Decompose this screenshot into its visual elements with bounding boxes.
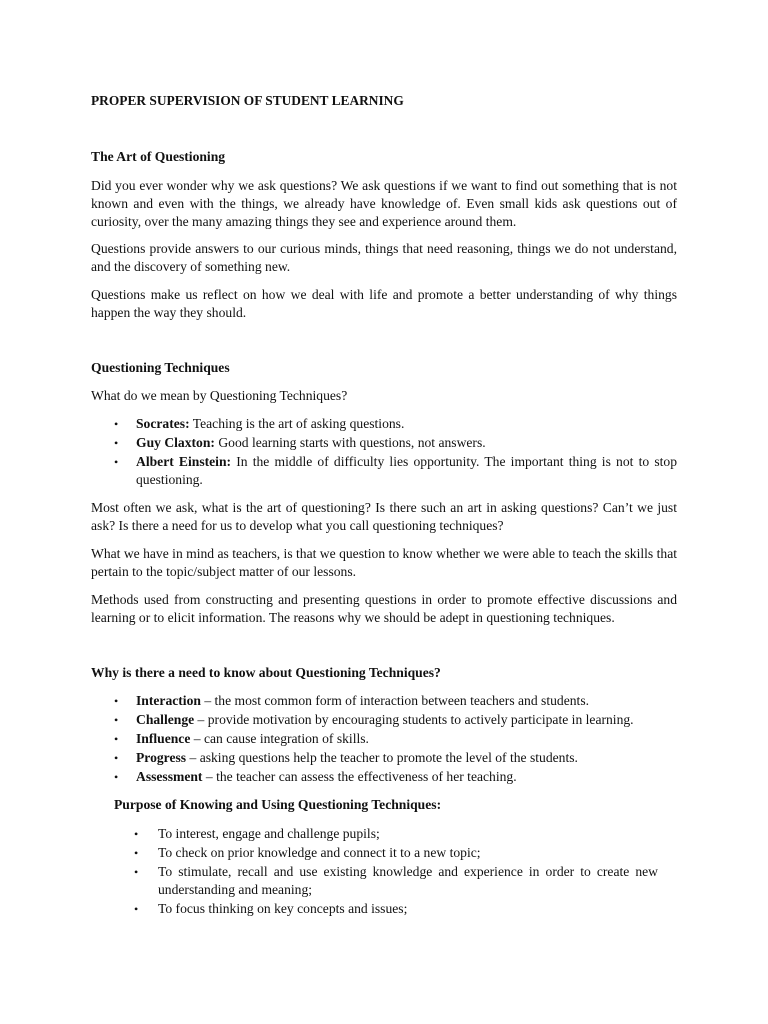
reason-term: Progress (136, 750, 187, 765)
purpose-text: To check on prior knowledge and connect it to a new topic; (158, 845, 481, 860)
heading-questioning-techniques: Questioning Techniques (91, 360, 230, 375)
list-item (114, 711, 677, 729)
paragraph: Most often we ask, what is the art of questioning? Is there such an art in asking questions? Can’t we just ask? Is there a need for us to develop what you call questioning techniques? (91, 500, 677, 533)
quote-text: Teaching is the art of asking questions. (189, 416, 405, 431)
bullet-icon: • (134, 846, 139, 860)
bullet-icon: • (134, 902, 139, 916)
paragraph: Methods used from constructing and presenting questions in order to promote effective discussions and learning or to elicit information. The reasons why we should be adept in questioning techniques. (91, 592, 677, 625)
reason-text: – the teacher can assess the effectiveness of her teaching. (202, 769, 517, 784)
quote-text: In the middle of difficulty lies opportunity. The important thing is not to stop questioning. (136, 454, 677, 487)
list-item (134, 863, 658, 899)
reason-text: – can cause integration of skills. (190, 731, 369, 746)
list-item (114, 749, 677, 767)
bullet-icon: • (114, 770, 119, 784)
bullet-icon: • (114, 713, 119, 727)
bullet-icon: • (134, 827, 139, 841)
list-item (114, 730, 677, 748)
purpose-text: To stimulate, recall and use existing knowledge and experience in order to create new understanding and meaning; (158, 864, 658, 897)
purpose-list (134, 825, 658, 919)
bullet-icon: • (134, 865, 139, 879)
purpose-text: To focus thinking on key concepts and issues; (158, 901, 408, 916)
paragraph: Did you ever wonder why we ask questions? We ask questions if we want to find out something that is not known and even with the things, we already have knowledge of. Even small kids ask questions out of curiosity, over the many amazing things they see and experience around them. (91, 178, 677, 229)
list-item (114, 415, 677, 433)
heading-art-of-questioning: The Art of Questioning (91, 149, 226, 164)
document-title: PROPER SUPERVISION OF STUDENT LEARNING (91, 93, 404, 108)
reason-term: Influence (136, 731, 191, 746)
list-item (134, 825, 658, 843)
paragraph: Questions make us reflect on how we deal with life and promote a better understanding of why things happen the way they should. (91, 287, 677, 320)
reason-term: Challenge (136, 712, 195, 727)
quote-author: Socrates: (136, 416, 190, 431)
paragraph: Questions provide answers to our curious minds, things that need reasoning, things we do not understand, and the discovery of something new. (91, 241, 677, 274)
quote-author: Albert Einstein: (136, 454, 232, 469)
reason-text: – asking questions help the teacher to promote the level of the students. (186, 750, 578, 765)
list-item (114, 768, 677, 786)
list-item (114, 453, 677, 489)
quote-author: Guy Claxton: (136, 435, 215, 450)
reason-term: Interaction (136, 693, 201, 708)
quotes-list (114, 415, 677, 490)
purpose-text: To interest, engage and challenge pupils; (158, 826, 380, 841)
bullet-icon: • (114, 751, 119, 765)
heading-purpose: Purpose of Knowing and Using Questioning Techniques: (114, 797, 442, 812)
reason-text: – the most common form of interaction between teachers and students. (200, 693, 590, 708)
bullet-icon: • (114, 417, 119, 431)
paragraph: What do we mean by Questioning Techniques? (91, 388, 348, 403)
bullet-icon: • (114, 455, 119, 469)
reason-term: Assessment (136, 769, 203, 784)
reason-text: – provide motivation by encouraging students to actively participate in learning. (194, 712, 634, 727)
list-item (114, 434, 677, 452)
heading-why-need: Why is there a need to know about Questioning Techniques? (91, 665, 441, 680)
reasons-list (114, 692, 677, 787)
list-item (114, 692, 677, 710)
bullet-icon: • (114, 732, 119, 746)
bullet-icon: • (114, 436, 119, 450)
quote-text: Good learning starts with questions, not answers. (214, 435, 486, 450)
list-item (134, 844, 658, 862)
paragraph: What we have in mind as teachers, is that we question to know whether we were able to teach the skills that pertain to the topic/subject matter of our lessons. (91, 546, 677, 579)
bullet-icon: • (114, 694, 119, 708)
list-item (134, 900, 658, 918)
